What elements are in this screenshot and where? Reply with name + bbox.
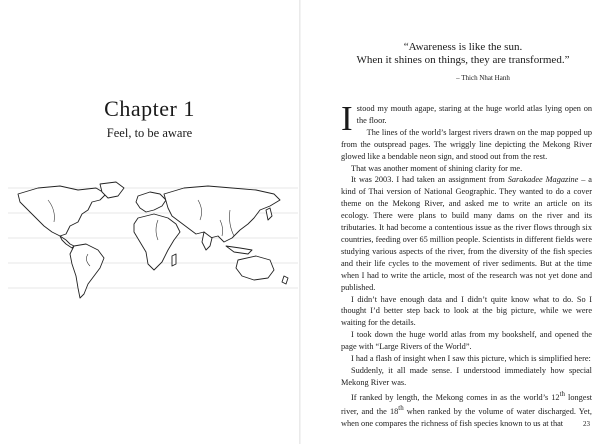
paragraph-9-text-c: when ranked by the volume of water discharged. Yet, when one compares the richness of fish species known to us at that <box>341 407 592 429</box>
paragraph-5: I didn’t have enough data and I didn’t quite know what to do. So I thought I’d better step back to look at the big picture, while we were waiting for the details. <box>341 294 592 328</box>
new-zealand-outline <box>282 276 288 284</box>
paragraph-4 <box>341 174 592 293</box>
paragraph-6: I took down the huge world atlas from my bookshelf, and opened the page with “Large Rivers of the World”. <box>341 330 592 352</box>
world-map-drawing <box>8 180 298 304</box>
ordinal-suffix-1: th <box>559 390 565 398</box>
japan-outline <box>266 208 272 220</box>
paragraph-1-text: stood my mouth agape, staring at the huge world atlas lying open on the floor. <box>356 104 592 125</box>
magazine-title: Sarakadee Magazine <box>507 175 579 185</box>
madagascar-outline <box>172 254 176 266</box>
asia-outline <box>164 186 280 242</box>
paragraph-9-text-a: If ranked by length, the Mekong comes in as the world’s 12 <box>351 392 560 402</box>
paragraph-8: Suddenly, it all made sense. I understood immediately how special Mekong River was. <box>341 365 592 387</box>
page-number: 23 <box>583 420 590 428</box>
drop-cap: I <box>341 99 353 138</box>
body-text <box>341 99 592 430</box>
indonesia-outline <box>226 246 252 254</box>
north-america-outline <box>18 186 106 236</box>
paragraph-4-text-a: It was 2003. I had taken an assignment from <box>351 175 508 185</box>
paragraph-4-text-b: – a kind of Thai version of National Geographic. They wanted to do a cover theme on the Mekong River, and asked me to write an article on its ecology. There were plans to build many dams on the river and its tributaries. It had become a contentious issue as the river flows through six countries, feeding over 65 million people. Scientists in different fields were studying various aspects of the river, from the diversity of the fish species and their life cycles to the movement of river sediments. But at the time when I had to write the article, most of the research was not yet done and published. <box>341 175 592 292</box>
ordinal-suffix-2: th <box>398 405 404 413</box>
paragraph-9-text-b: longest river, and the 18 <box>341 392 592 417</box>
epigraph <box>333 41 593 82</box>
paragraph-2: The lines of the world’s largest rivers drawn on the map popped up from the outspread pages. The wriggly line depicting the Mekong River glowed like a bendable neon sign, and stood out from the rest. <box>341 127 592 161</box>
chapter-subtitle: Feel, to be aware <box>106 126 193 140</box>
paragraph-7: I had a flash of insight when I saw this picture, which is simplified here: <box>351 354 591 364</box>
chapter-title: Chapter 1 <box>104 96 195 121</box>
europe-outline <box>136 192 166 212</box>
paragraph-9 <box>341 389 592 430</box>
world-map-illustration <box>8 180 298 304</box>
left-page <box>0 0 299 444</box>
paragraph-1 <box>341 99 592 138</box>
epigraph-line-2: When it shines on things, they are transformed.” <box>356 54 570 66</box>
paragraph-3: That was another moment of shining clarity for me. <box>351 163 523 173</box>
epigraph-line-1: “Awareness is like the sun. <box>403 41 523 53</box>
epigraph-attribution: – Thich Nhat Hanh <box>456 74 510 82</box>
south-america-outline <box>70 244 104 298</box>
australia-outline <box>236 256 274 280</box>
right-page <box>301 0 600 444</box>
